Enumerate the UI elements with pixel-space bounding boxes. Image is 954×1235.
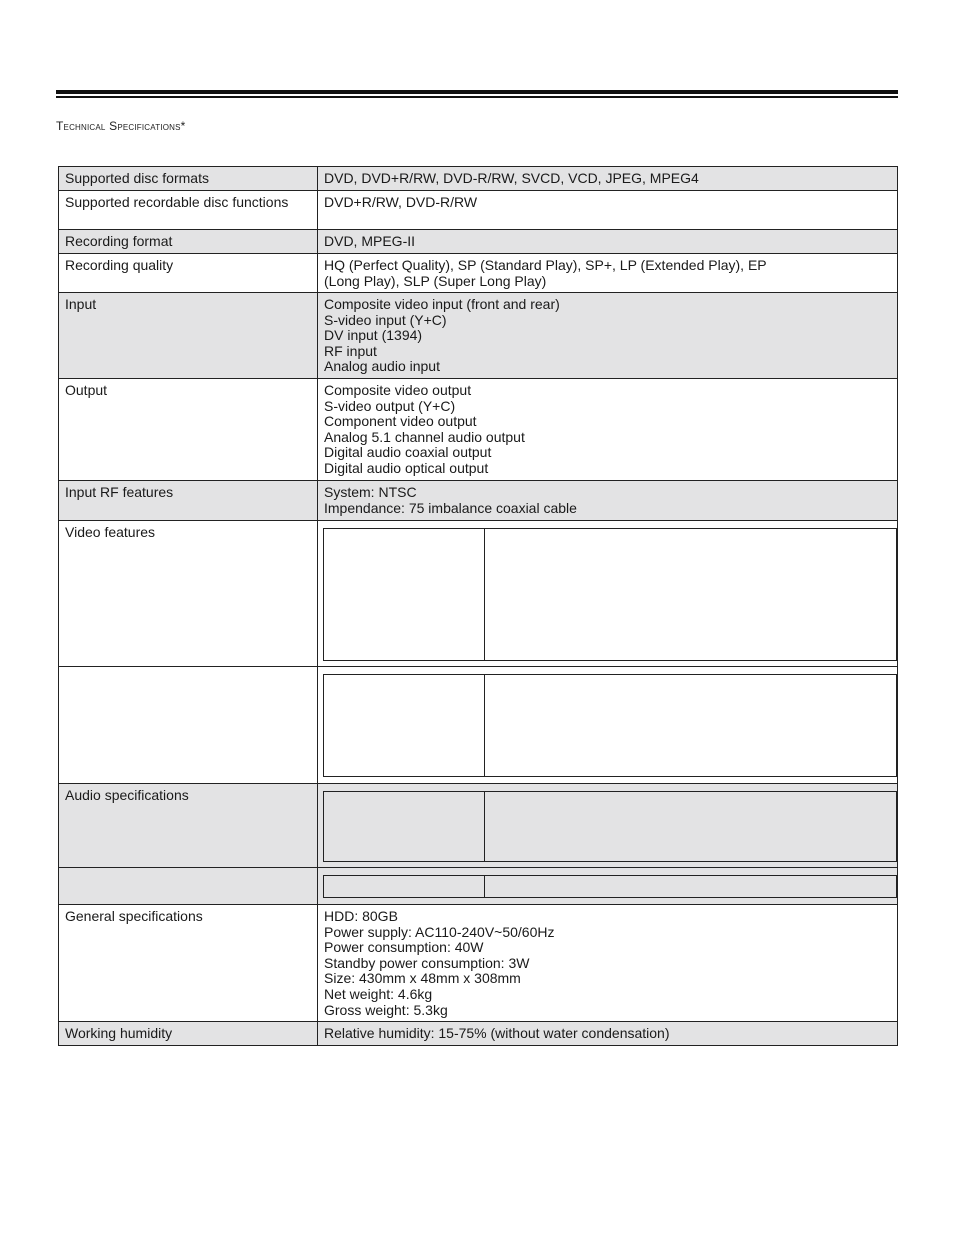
table-row	[59, 230, 898, 254]
table-row	[59, 868, 898, 905]
row-value	[318, 868, 898, 905]
row-label: Input RF features	[59, 481, 318, 521]
row-value: DVD, MPEG-II	[318, 230, 898, 254]
row-label: Working humidity	[59, 1022, 318, 1046]
nested-cell	[485, 876, 897, 898]
value-line: S-video input (Y+C)	[324, 311, 447, 328]
nested-spec-table	[323, 791, 897, 862]
header-rule-thick	[56, 90, 898, 94]
row-label: Supported disc formats	[59, 167, 318, 191]
section-title: Technical Specifications*	[56, 119, 186, 133]
table-row	[59, 293, 898, 379]
value-line: Size: 430mm x 48mm x 308mm	[324, 970, 521, 987]
value-line: Power supply: AC110-240V~50/60Hz	[324, 923, 555, 940]
table-row	[59, 667, 898, 784]
row-label	[59, 868, 318, 905]
nested-spec-table	[323, 674, 897, 777]
row-value: HQ (Perfect Quality), SP (Standard Play), SP+, LP (Extended Play), EP (Long Play), SLP (Super Long Play)	[318, 254, 898, 293]
row-value	[318, 481, 898, 521]
table-row	[59, 481, 898, 521]
value-line: Impendance: 75 imbalance coaxial cable	[324, 499, 577, 516]
value-line: Composite video output	[324, 382, 472, 398]
nested-cell	[324, 876, 485, 898]
value-line: Component video output	[324, 413, 477, 430]
table-row	[59, 1022, 898, 1046]
table-row	[59, 254, 898, 293]
row-value: Relative humidity: 15-75% (without water condensation)	[318, 1022, 898, 1046]
row-label: Input	[59, 293, 318, 379]
row-label: Audio specifications	[59, 784, 318, 868]
value-line: Gross weight: 5.3kg	[324, 1001, 448, 1018]
value-line: Composite video input (front and rear)	[324, 296, 560, 312]
table-row	[59, 167, 898, 191]
row-label: Recording quality	[59, 254, 318, 293]
row-label: Recording format	[59, 230, 318, 254]
nested-spec-table	[323, 875, 897, 898]
nested-cell	[485, 675, 897, 777]
row-value	[318, 905, 898, 1022]
value-line: Net weight: 4.6kg	[324, 985, 433, 1002]
value-line: Digital audio coaxial output	[324, 444, 492, 461]
table-row	[59, 784, 898, 868]
value-line: Power consumption: 40W	[324, 939, 484, 956]
row-value: DVD, DVD+R/RW, DVD-R/RW, SVCD, VCD, JPEG, MPEG4	[318, 167, 898, 191]
row-label: Video features	[59, 521, 318, 667]
nested-cell	[324, 529, 485, 661]
row-value	[318, 379, 898, 481]
value-line: System: NTSC	[324, 484, 417, 500]
row-label: Output	[59, 379, 318, 481]
table-row	[59, 379, 898, 481]
row-label	[59, 667, 318, 784]
value-line: HDD: 80GB	[324, 908, 398, 924]
value-line: RF input	[324, 342, 377, 359]
value-line: Standby power consumption: 3W	[324, 954, 530, 971]
row-value	[318, 667, 898, 784]
nested-cell	[485, 792, 897, 862]
row-label: General specifications	[59, 905, 318, 1022]
value-line: DV input (1394)	[324, 327, 423, 344]
value-line: Analog 5.1 channel audio output	[324, 428, 525, 445]
table-row	[59, 191, 898, 230]
row-value: DVD+R/RW, DVD-R/RW	[318, 191, 898, 230]
table-row	[59, 521, 898, 667]
nested-cell	[324, 792, 485, 862]
nested-cell	[485, 529, 897, 661]
row-label: Supported recordable disc functions	[59, 191, 318, 230]
row-value	[318, 784, 898, 868]
row-value	[318, 521, 898, 667]
spec-table	[58, 166, 898, 1046]
table-row	[59, 905, 898, 1022]
nested-cell	[324, 675, 485, 777]
header-rule-thin	[56, 96, 898, 98]
value-line: S-video output (Y+C)	[324, 397, 456, 414]
value-line: Digital audio optical output	[324, 459, 489, 476]
value-line: Analog audio input	[324, 358, 440, 375]
row-value	[318, 293, 898, 379]
nested-spec-table	[323, 528, 897, 661]
